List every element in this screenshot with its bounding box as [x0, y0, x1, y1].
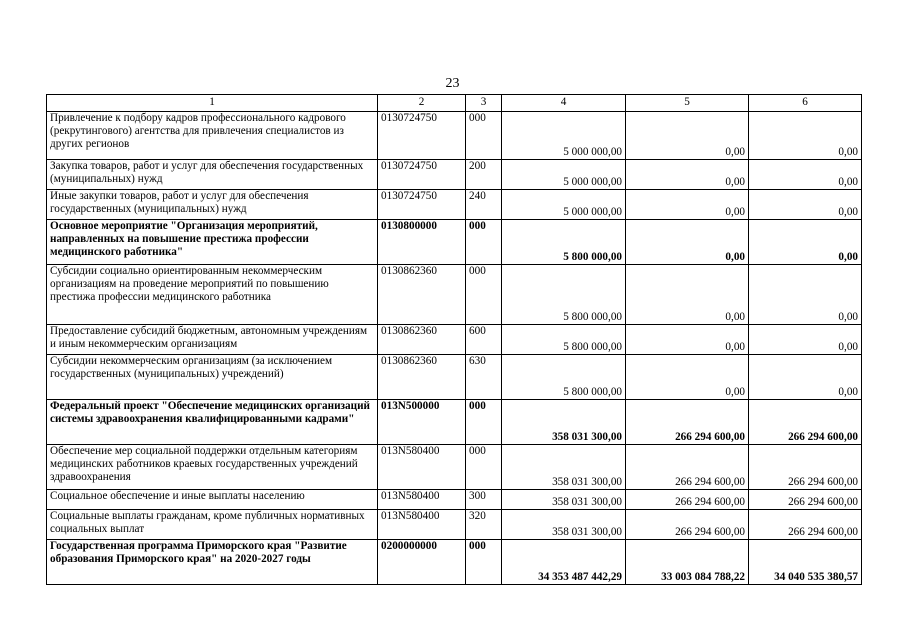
row-expense-type-cell: 000 — [466, 400, 502, 445]
row-expense-type-cell: 000 — [466, 265, 502, 325]
row-code-cell: 0130862360 — [378, 265, 466, 325]
row-amount-col5-cell: 266 294 600,00 — [626, 510, 749, 540]
table-row — [47, 400, 862, 445]
row-code-cell: 0130800000 — [378, 220, 466, 265]
row-expense-type-cell: 200 — [466, 160, 502, 190]
row-amount-col4-cell: 358 031 300,00 — [502, 490, 626, 510]
row-code-cell: 013N580400 — [378, 510, 466, 540]
row-expense-type-cell: 000 — [466, 112, 502, 160]
row-amount-col6-cell: 0,00 — [749, 355, 862, 400]
row-name-cell: Иные закупки товаров, работ и услуг для обеспечения государственных (муниципальных) нужд — [47, 190, 378, 220]
row-amount-col4-cell: 5 800 000,00 — [502, 265, 626, 325]
row-amount-col6-cell: 0,00 — [749, 190, 862, 220]
column-header-4: 4 — [502, 95, 626, 112]
row-amount-col5-cell: 0,00 — [626, 112, 749, 160]
table-row — [47, 540, 862, 585]
row-code-cell: 013N580400 — [378, 445, 466, 490]
table-row — [47, 112, 862, 160]
table-row — [47, 510, 862, 540]
row-amount-col4-cell: 5 000 000,00 — [502, 190, 626, 220]
table-row — [47, 190, 862, 220]
row-amount-col6-cell: 0,00 — [749, 160, 862, 190]
column-header-2: 2 — [378, 95, 466, 112]
row-name-cell: Социальное обеспечение и иные выплаты населению — [47, 490, 378, 510]
row-amount-col6-cell: 266 294 600,00 — [749, 445, 862, 490]
row-name-cell: Предоставление субсидий бюджетным, автономным учреждениям и иным некоммерческим организациям — [47, 325, 378, 355]
table-header-row — [47, 95, 862, 112]
table-row — [47, 325, 862, 355]
row-expense-type-cell: 240 — [466, 190, 502, 220]
row-code-cell: 0130862360 — [378, 355, 466, 400]
column-header-1: 1 — [47, 95, 378, 112]
row-amount-col6-cell: 266 294 600,00 — [749, 510, 862, 540]
row-code-cell: 0200000000 — [378, 540, 466, 585]
row-amount-col6-cell: 0,00 — [749, 325, 862, 355]
row-code-cell: 013N500000 — [378, 400, 466, 445]
row-expense-type-cell: 000 — [466, 220, 502, 265]
row-amount-col5-cell: 266 294 600,00 — [626, 490, 749, 510]
row-code-cell: 0130862360 — [378, 325, 466, 355]
row-amount-col4-cell: 5 800 000,00 — [502, 220, 626, 265]
table-row — [47, 160, 862, 190]
row-amount-col6-cell: 0,00 — [749, 112, 862, 160]
row-amount-col4-cell: 5 800 000,00 — [502, 325, 626, 355]
row-expense-type-cell: 630 — [466, 355, 502, 400]
row-code-cell: 013N580400 — [378, 490, 466, 510]
table-row — [47, 220, 862, 265]
row-expense-type-cell: 600 — [466, 325, 502, 355]
row-expense-type-cell: 000 — [466, 540, 502, 585]
row-amount-col6-cell: 34 040 535 380,57 — [749, 540, 862, 585]
row-amount-col5-cell: 0,00 — [626, 160, 749, 190]
budget-table — [46, 94, 862, 585]
row-name-cell: Привлечение к подбору кадров профессионального кадрового (рекрутингового) агентства для привлечения специалистов из других регионов — [47, 112, 378, 160]
row-name-cell: Субсидии социально ориентированным некоммерческим организациям на проведение мероприятий по повышению престижа профессии медицинского работника — [47, 265, 378, 325]
row-amount-col5-cell: 0,00 — [626, 325, 749, 355]
row-amount-col5-cell: 0,00 — [626, 355, 749, 400]
column-header-5: 5 — [626, 95, 749, 112]
row-amount-col4-cell: 358 031 300,00 — [502, 400, 626, 445]
row-name-cell: Субсидии некоммерческим организациям (за исключением государственных (муниципальных) учреждений) — [47, 355, 378, 400]
table-row — [47, 265, 862, 325]
column-header-6: 6 — [749, 95, 862, 112]
table-row — [47, 355, 862, 400]
row-name-cell: Закупка товаров, работ и услуг для обеспечения государственных (муниципальных) нужд — [47, 160, 378, 190]
row-amount-col6-cell: 266 294 600,00 — [749, 400, 862, 445]
row-amount-col5-cell: 33 003 084 788,22 — [626, 540, 749, 585]
column-header-3: 3 — [466, 95, 502, 112]
row-amount-col5-cell: 0,00 — [626, 220, 749, 265]
table-row — [47, 445, 862, 490]
row-name-cell: Государственная программа Приморского края "Развитие образования Приморского края" на 2020-2027 годы — [47, 540, 378, 585]
row-amount-col5-cell: 0,00 — [626, 190, 749, 220]
row-amount-col6-cell: 0,00 — [749, 265, 862, 325]
row-amount-col6-cell: 0,00 — [749, 220, 862, 265]
row-amount-col4-cell: 358 031 300,00 — [502, 445, 626, 490]
row-amount-col4-cell: 5 000 000,00 — [502, 160, 626, 190]
row-name-cell: Социальные выплаты гражданам, кроме публичных нормативных социальных выплат — [47, 510, 378, 540]
row-amount-col5-cell: 266 294 600,00 — [626, 445, 749, 490]
row-amount-col4-cell: 34 353 487 442,29 — [502, 540, 626, 585]
row-amount-col5-cell: 0,00 — [626, 265, 749, 325]
row-name-cell: Основное мероприятие "Организация мероприятий, направленных на повышение престижа профессии медицинского работника" — [47, 220, 378, 265]
row-expense-type-cell: 000 — [466, 445, 502, 490]
row-code-cell: 0130724750 — [378, 190, 466, 220]
row-amount-col4-cell: 5 800 000,00 — [502, 355, 626, 400]
row-amount-col4-cell: 358 031 300,00 — [502, 510, 626, 540]
row-amount-col4-cell: 5 000 000,00 — [502, 112, 626, 160]
row-expense-type-cell: 320 — [466, 510, 502, 540]
table-row — [47, 490, 862, 510]
row-code-cell: 0130724750 — [378, 160, 466, 190]
row-amount-col6-cell: 266 294 600,00 — [749, 490, 862, 510]
row-expense-type-cell: 300 — [466, 490, 502, 510]
page-number: 23 — [445, 76, 460, 91]
row-code-cell: 0130724750 — [378, 112, 466, 160]
row-amount-col5-cell: 266 294 600,00 — [626, 400, 749, 445]
row-name-cell: Федеральный проект "Обеспечение медицинских организаций системы здравоохранения квалифицированными кадрами" — [47, 400, 378, 445]
row-name-cell: Обеспечение мер социальной поддержки отдельным категориям медицинских работников краевых государственных учреждений здравоохранения — [47, 445, 378, 490]
